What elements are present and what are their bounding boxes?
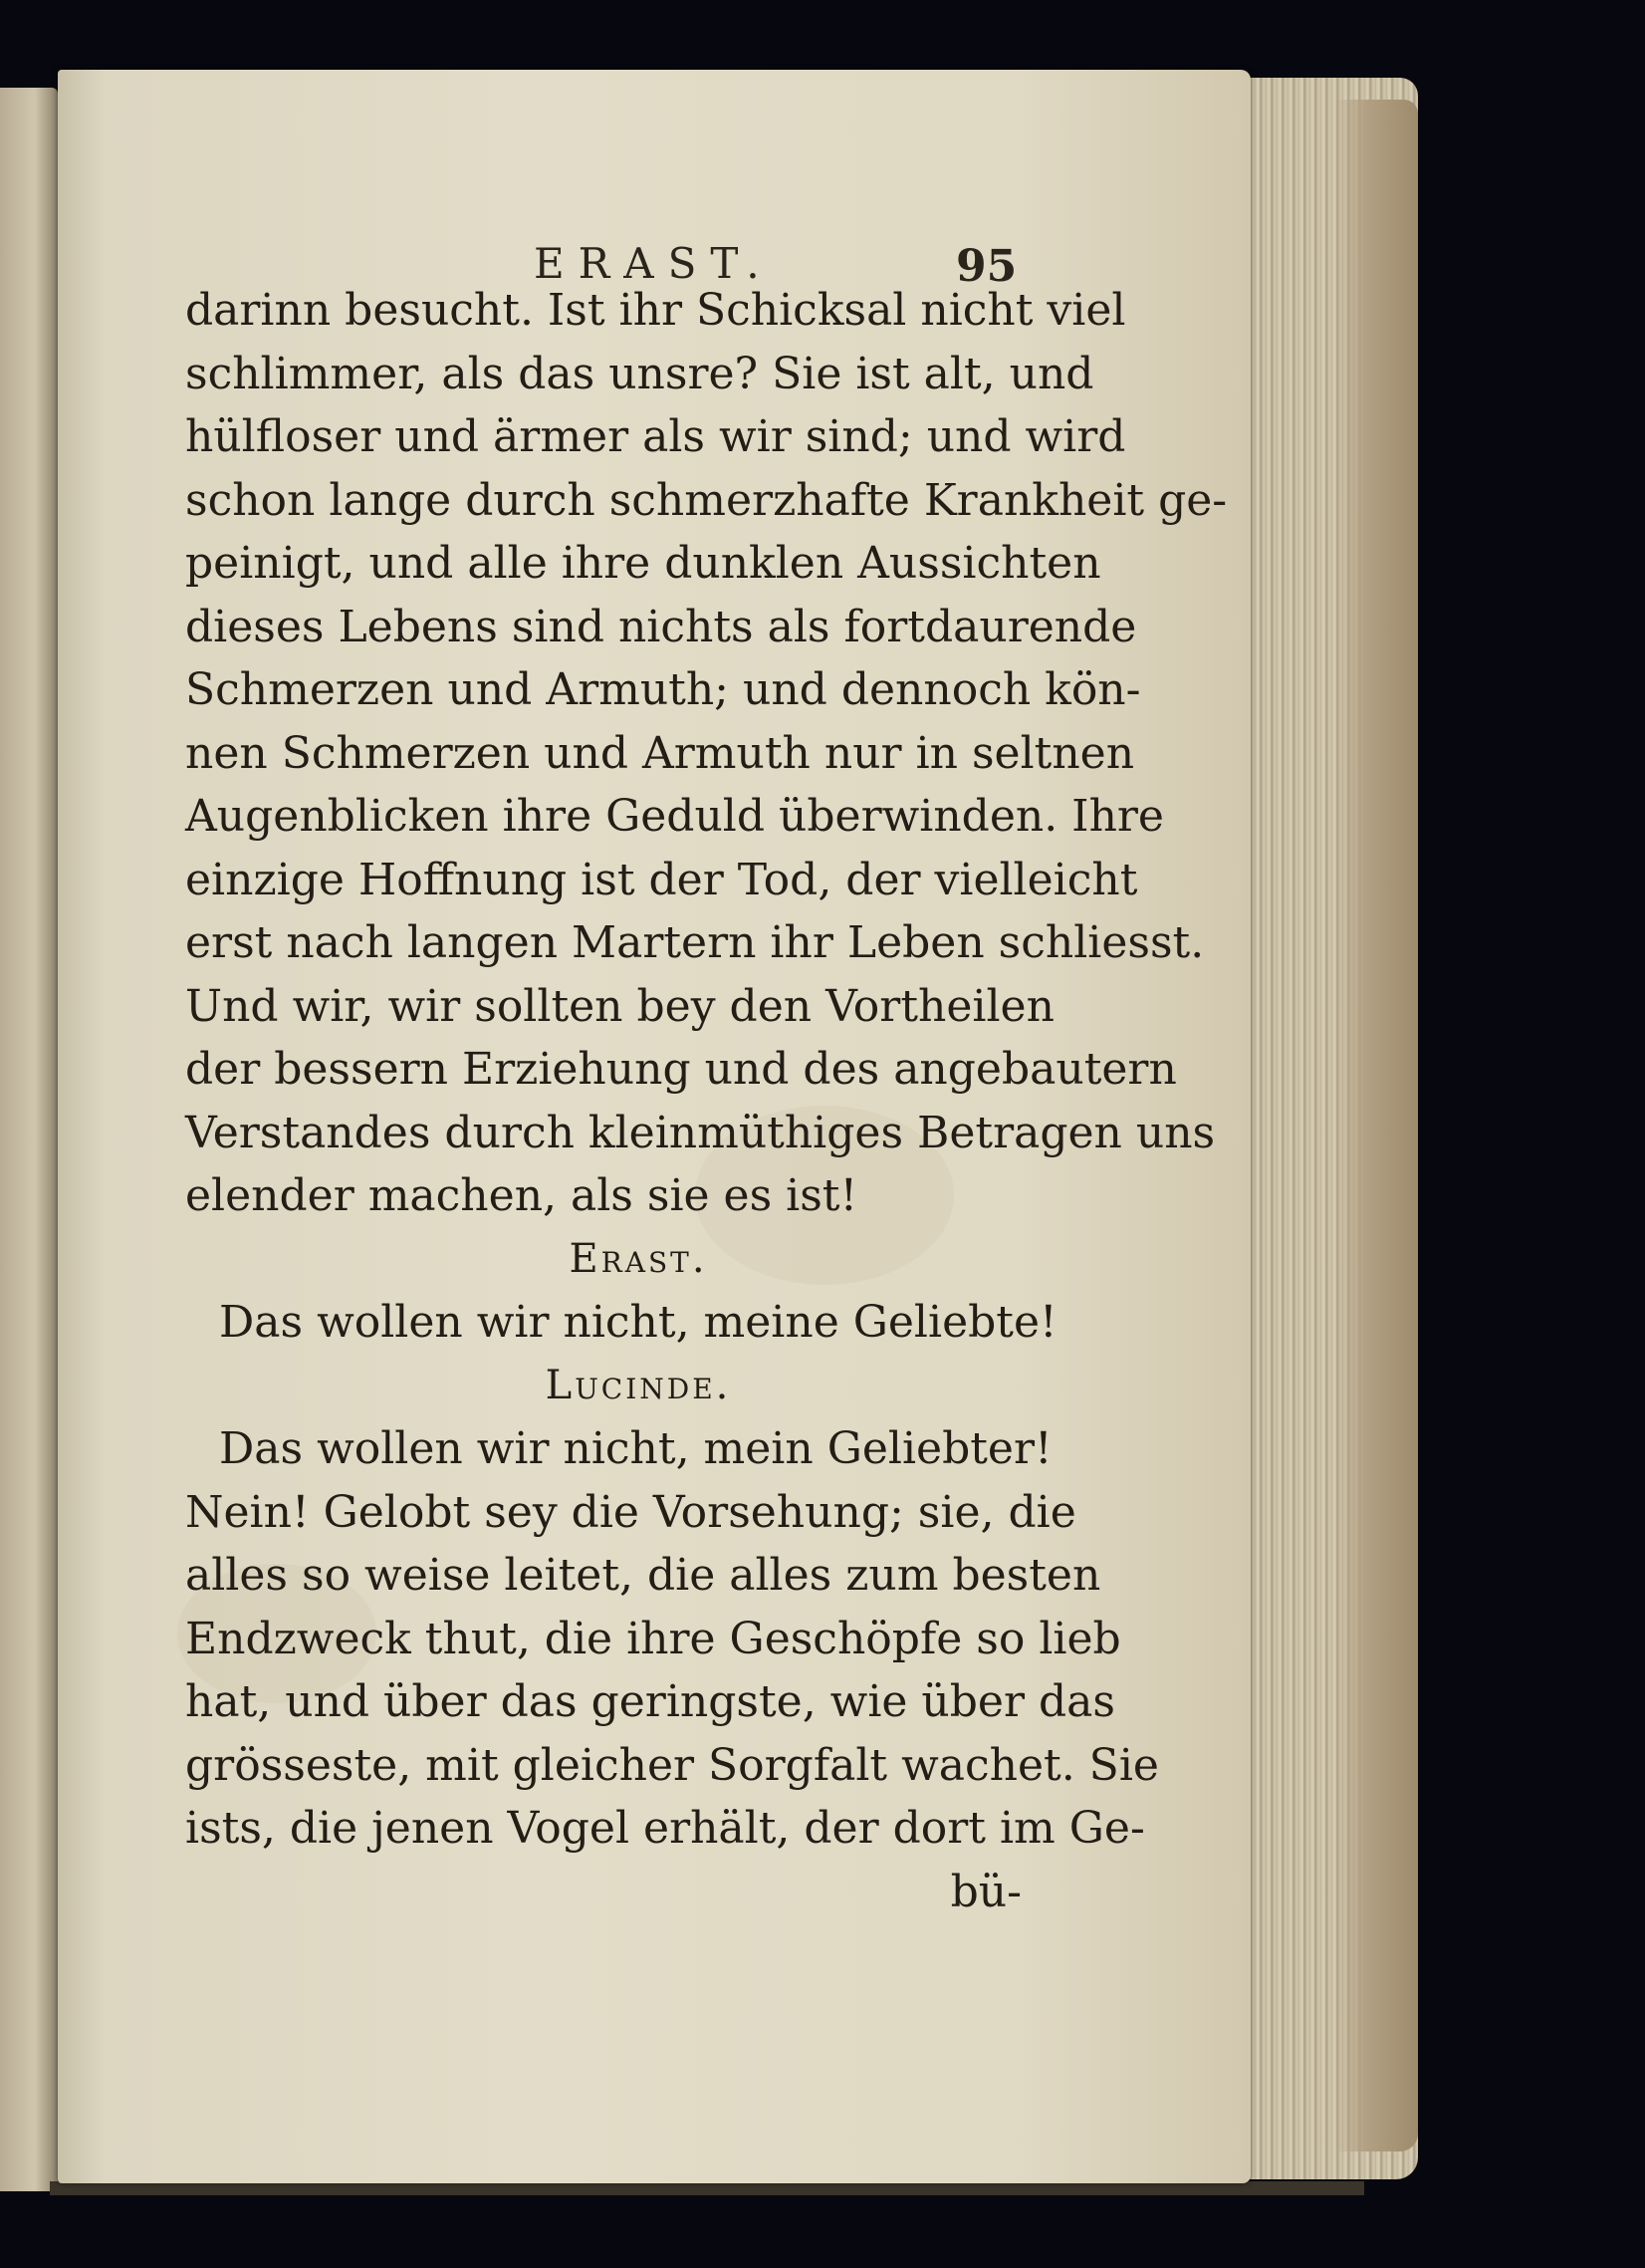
fore-edge-shadow [1334,100,1418,2151]
speech-line: Endzweck thut, die ihre Geschöpfe so lieb [185,1613,1121,1664]
text-line: peinigt, und alle ihre dunklen Aussichten [185,538,1101,589]
facing-page-edge [0,88,58,2191]
text-line: einzige Hoffnung ist der Tod, der vielleicht [185,854,1138,905]
text-line: Augenblicken ihre Geduld überwinden. Ihre [185,791,1164,842]
speech-line: hat, und über das geringste, wie über das [185,1676,1115,1727]
text-line: der bessern Erziehung und des angebautern [185,1044,1177,1095]
speech-line: ists, die jenen Vogel erhält, der dort im Ge- [185,1803,1145,1854]
text-line: hülfloser und ärmer als wir sind; und wird [185,411,1126,462]
running-title: ERAST. [534,239,774,288]
book-page [58,70,1251,2183]
book-cover-edge [50,2181,1364,2195]
speaker-name: Erast. [569,1235,708,1282]
speech-line: Das wollen wir nicht, mein Geliebter! [219,1423,1053,1474]
text-line: dieses Lebens sind nichts als fortdaurende [185,601,1137,652]
speech-line: alles so weise leitet, die alles zum besten [185,1550,1101,1601]
text-line: schlimmer, als das unsre? Sie ist alt, und [185,348,1094,399]
text-line: Und wir, wir sollten bey den Vortheilen [185,980,1055,1032]
text-line: elender machen, als sie es ist! [185,1170,858,1221]
text-line: Schmerzen und Armuth; und dennoch kön- [185,664,1141,715]
text-line: Verstandes durch kleinmüthiges Betragen uns [185,1107,1216,1158]
body-text [185,279,1228,1923]
speech-line: Nein! Gelobt sey die Vorsehung; sie, die [185,1486,1076,1538]
catchword: bü- [950,1866,1022,1917]
speaker-name: Lucinde. [545,1362,732,1408]
speech-line: grösseste, mit gleicher Sorgfalt wachet. Sie [185,1739,1159,1791]
speech-line: Das wollen wir nicht, meine Geliebte! [219,1297,1058,1348]
text-line: nen Schmerzen und Armuth nur in seltnen [185,727,1135,779]
page-number: 95 [956,241,1018,292]
text-line: darinn besucht. Ist ihr Schicksal nicht viel [185,285,1126,336]
text-line: erst nach langen Martern ihr Leben schliesst. [185,917,1205,968]
text-line: schon lange durch schmerzhafte Krankheit ge- [185,474,1228,526]
